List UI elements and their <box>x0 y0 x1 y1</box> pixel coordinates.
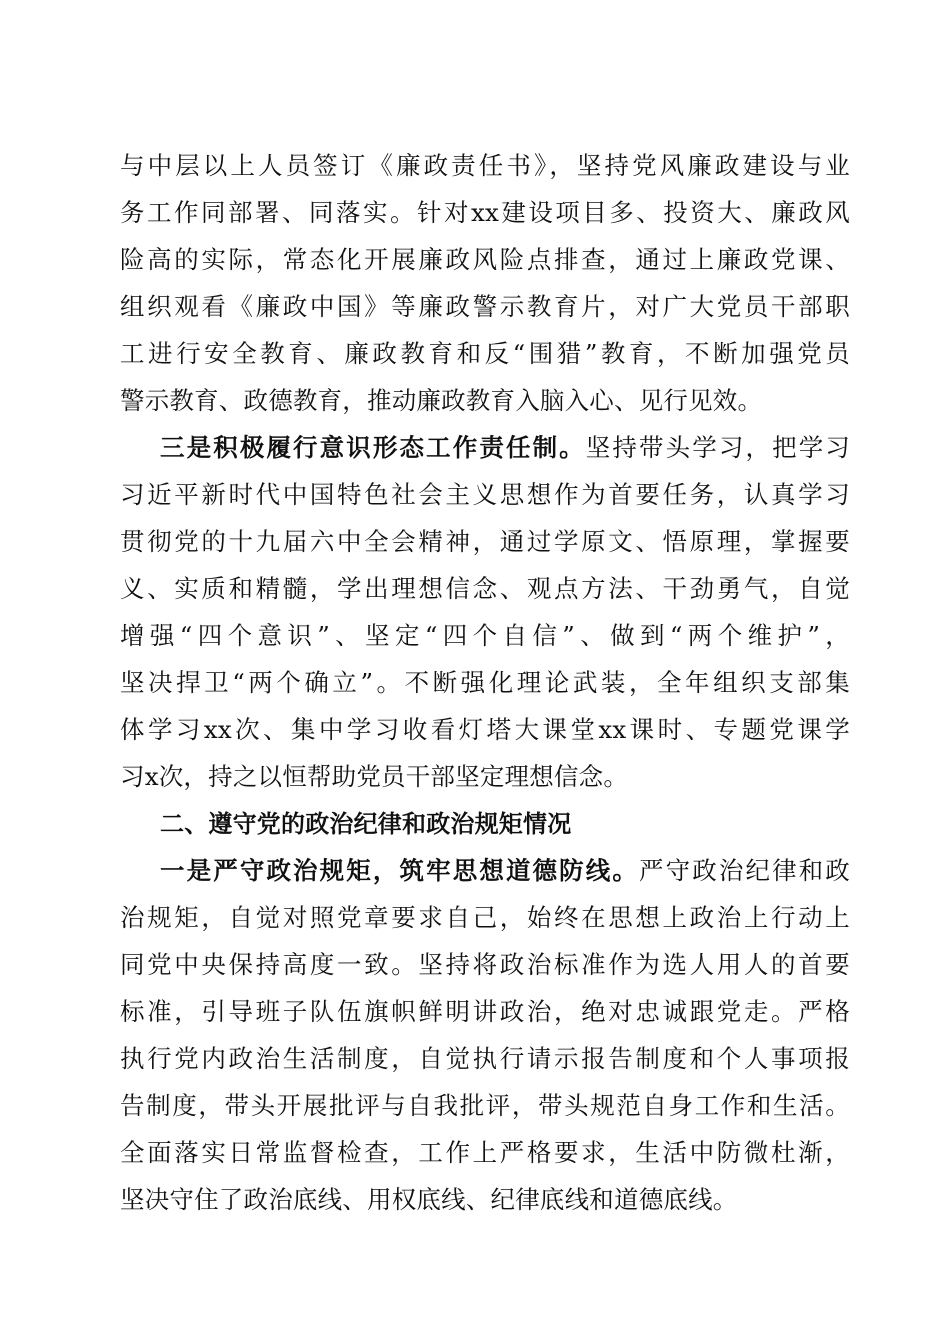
text-line: 全面落实日常监督检查，工作上严格要求，生活中防微杜渐， <box>120 1138 850 1167</box>
text-line: 务工作同部署、同落实。针对xx建设项目多、投资大、廉政风 <box>120 198 850 227</box>
text-line: 执行党内政治生活制度，自觉执行请示报告制度和个人事项报 <box>120 1044 850 1073</box>
paragraph-text: 坚持带头学习，把学习 <box>585 433 851 462</box>
paragraph-first-line <box>160 430 850 466</box>
text-line: 与中层以上人员签订《廉政责任书》，坚持党风廉政建设与业 <box>120 151 850 180</box>
section-heading: 二、遵守党的政治纪律和政治规矩情况 <box>160 810 572 838</box>
text-line: 治规矩，自觉对照党章要求自己，始终在思想上政治上行动上 <box>120 903 850 932</box>
text-line: 组织观看《廉政中国》等廉政警示教育片，对广大党员干部职 <box>120 292 850 321</box>
text-line: 险高的实际，常态化开展廉政风险点排查，通过上廉政党课、 <box>120 245 850 274</box>
text-line: 义、实质和精髓，学出理想信念、观点方法、干劲勇气，自觉 <box>120 574 850 603</box>
text-line: 体学习xx次、集中学习收看灯塔大课堂xx课时、专题党课学 <box>120 715 850 744</box>
text-line: 坚决捍卫“两个确立”。不断强化理论武装，全年组织支部集 <box>120 668 850 697</box>
text-line: 标准，引导班子队伍旗帜鲜明讲政治，绝对忠诚跟党走。严格 <box>120 997 850 1026</box>
text-line: 增强“四个意识”、坚定“四个自信”、做到“两个维护”， <box>120 621 850 650</box>
text-line: 工进行安全教育、廉政教育和反“围猎”教育，不断加强党员 <box>120 339 850 368</box>
text-line: 习x次，持之以恒帮助党员干部坚定理想信念。 <box>120 762 629 791</box>
paragraph-first-line <box>160 853 850 889</box>
text-line: 同党中央保持高度一致。坚持将政治标准作为选人用人的首要 <box>120 950 850 979</box>
paragraph-lead: 一是严守政治规矩，筑牢思想道德防线。 <box>160 856 640 885</box>
text-line: 贯彻党的十九届六中全会精神，通过学原文、悟原理，掌握要 <box>120 527 850 556</box>
text-line: 习近平新时代中国特色社会主义思想作为首要任务，认真学习 <box>120 480 850 509</box>
paragraph-text: 严守政治纪律和政 <box>639 856 850 885</box>
text-line: 警示教育、政德教育，推动廉政教育入脑入心、见行见效。 <box>120 386 763 415</box>
text-line: 告制度，带头开展批评与自我批评，带头规范自身工作和生活。 <box>120 1091 850 1120</box>
text-line: 坚决守住了政治底线、用权底线、纪律底线和道德底线。 <box>120 1185 738 1214</box>
paragraph-lead: 三是积极履行意识形态工作责任制。 <box>160 433 586 462</box>
